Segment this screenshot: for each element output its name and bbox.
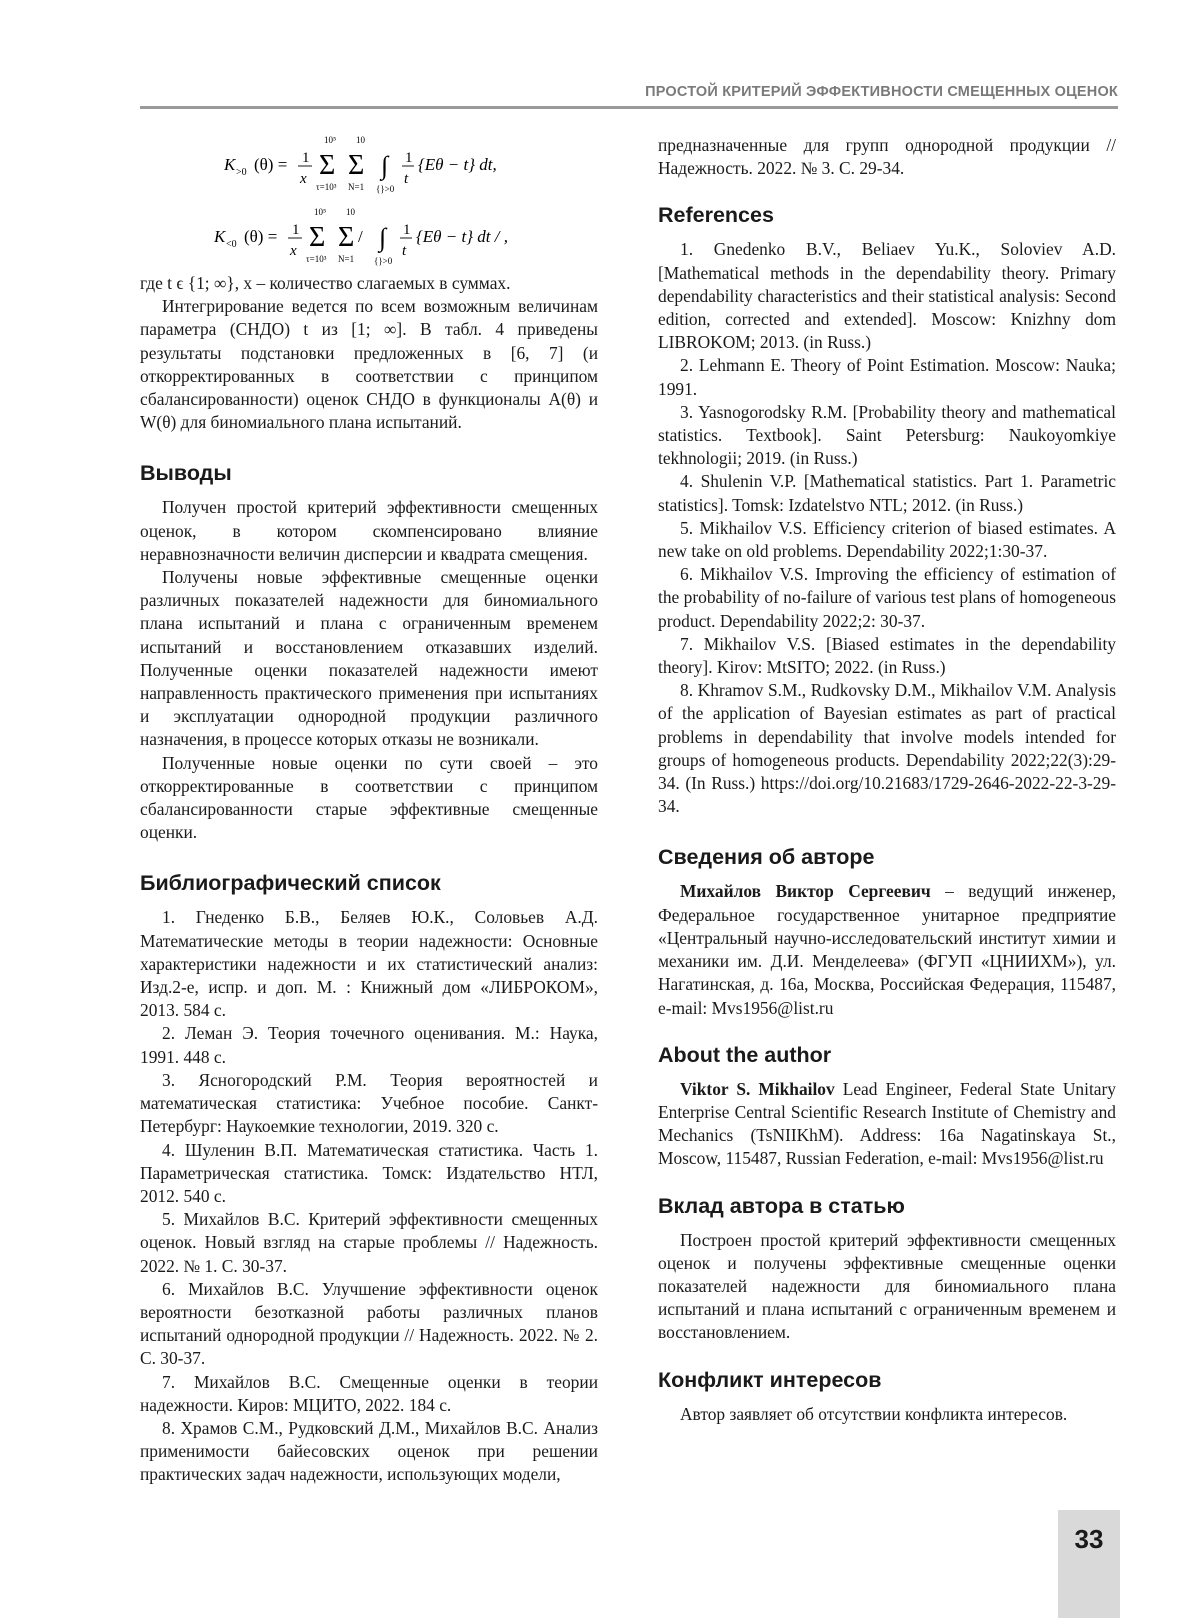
- f1-lhs-sub: >0: [236, 167, 247, 178]
- conflict-paragraph: Автор заявляет об отсутствии конфликта интересов.: [658, 1403, 1116, 1426]
- reference-item: 5. Mikhailov V.S. Efficiency criterion of biased estimates. A new take on old problems. Dependability 2022;1:30-37.: [658, 517, 1116, 563]
- bibliography-item: 3. Ясногородский Р.М. Теория вероятностей и математическая статистика: Учебное пособие. Санкт-Петербург: Наукоемкие технологии, 2019. 320 с.: [140, 1069, 598, 1139]
- reference-item: 4. Shulenin V.P. [Mathematical statistics. Part 1. Parametric statistics]. Tomsk: Izdatelstvo NTL; 2012. (in Russ.): [658, 470, 1116, 516]
- f1-sum2-bot: N=1: [348, 182, 364, 192]
- conclusion-paragraph: Полученные новые оценки по сути своей – это откорректированные в соответствии с принципом сбалансированности старые эффективные смещенные оценки.: [140, 752, 598, 845]
- reference-item: 1. Gnedenko B.V., Beliaev Yu.K., Soloviev A.D. [Mathematical methods in the dependability theory. Primary dependability characteristics and their statistical analysis: Second edition, corrected and extended]. Moscow: Knizhny dom LIBROKOM; 2013. (in Russ.): [658, 238, 1116, 354]
- f2-lhs-sub: <0: [226, 239, 237, 250]
- formula-k-positive: [224, 128, 598, 200]
- contribution-section: [658, 1193, 1116, 1345]
- f2-lhs: K: [214, 227, 227, 246]
- reference-item: 3. Yasnogorodsky R.M. [Probability theory and mathematical statistics. Textbook]. Saint Petersburg: Naukoyomkiye tekhnologii; 2019. (in Russ.): [658, 401, 1116, 471]
- f2-frac-num: 1: [292, 222, 300, 238]
- f1-frac2-num: 1: [405, 150, 413, 166]
- page-number-tab: [1058, 1510, 1120, 1618]
- f2-sum1-top: 10⁵: [314, 207, 326, 217]
- reference-item: 7. Mikhailov V.S. [Biased estimates in the dependability theory]. Kirov: MtSITO; 2022. (in Russ.): [658, 633, 1116, 679]
- f1-frac2-den: t: [404, 171, 409, 187]
- f1-sum2-sign: Σ: [348, 150, 364, 181]
- bibliography-item: 6. Михайлов В.С. Улучшение эффективности оценок вероятности безотказной работы различных планов испытаний однородной продукции // Надежность. 2022. № 2. С. 30-37.: [140, 1278, 598, 1371]
- reference-item: 8. Khramov S.M., Rudkovsky D.M., Mikhailov V.M. Analysis of the application of Bayesian estimates as part of practical problems in dependability that involve models intended for groups of homogeneous products. Dependability 2022;22(3):29-34. (In Russ.) https://doi.org/10.21683/1729-2646-2022-22-3-29-34.: [658, 679, 1116, 818]
- right-column: [658, 134, 1116, 1426]
- header-rule: [140, 106, 1118, 109]
- author-en-section: [658, 1042, 1116, 1171]
- f1-int-bot: {}>0: [376, 184, 395, 194]
- author-ru-section: [658, 844, 1116, 1019]
- f2-frac-den: x: [289, 243, 297, 259]
- f2-sum2-top: 10: [346, 207, 356, 217]
- bibliography-item: 5. Михайлов В.С. Критерий эффективности смещенных оценок. Новый взгляд на старые проблемы // Надежность. 2022. № 1. С. 30-37.: [140, 1208, 598, 1278]
- author-en-heading: About the author: [658, 1042, 1116, 1068]
- integration-paragraph: Интегрирование ведется по всем возможным величинам параметра (СНДО) t из [1; ∞]. В табл. 4 приведены результаты подстановки предложенных в [6, 7] (и откорректированных в соответствии с принципом сбалансированности) оценок СНДО в функционалы A(θ) и W(θ) для биномиального плана испытаний.: [140, 295, 598, 434]
- f1-sum1-top: 10⁵: [324, 135, 336, 145]
- bibliography-item: 8. Храмов С.М., Рудковский Д.М., Михайлов В.С. Анализ применимости байесовских оценок при решении практических задач надежности, использующих модели,: [140, 1417, 598, 1487]
- bibliography-item: 1. Гнеденко Б.В., Беляев Ю.К., Соловьев А.Д. Математические методы в теории надежности: Основные характеристики надежности и их статистический анализ: Изд.2-е, испр. и доп. М. : Книжный дом «ЛИБРОКОМ», 2013. 584 с.: [140, 906, 598, 1022]
- author-en-paragraph: [658, 1078, 1116, 1171]
- f2-sum2-bot: N=1: [338, 254, 354, 264]
- bibliography-heading: Библиографический список: [140, 870, 598, 896]
- left-column: [140, 128, 598, 1487]
- f2-integral-sign: ∫: [377, 223, 388, 253]
- author-en-name: Viktor S. Mikhailov: [680, 1079, 835, 1099]
- author-ru-name: Михайлов Виктор Сергеевич: [680, 881, 931, 901]
- f2-sum2-sign: Σ: [338, 222, 354, 253]
- f1-sum1-sign: Σ: [319, 150, 335, 181]
- formula-k-negative: [214, 200, 598, 272]
- running-title: ПРОСТОЙ КРИТЕРИЙ ЭФФЕКТИВНОСТИ СМЕЩЕННЫХ ОЦЕНОК: [140, 84, 1118, 100]
- f1-lhs: K: [224, 155, 237, 174]
- contribution-paragraph: Построен простой критерий эффективности смещенных оценок и получены эффективные смещенные оценки показателей надежности для биномиального плана испытаний и плана испытаний с ограниченным временем и восстановлением.: [658, 1229, 1116, 1345]
- conclusion-paragraph: Получен простой критерий эффективности смещенных оценок, в котором скомпенсировано влияние неравнозначности величин дисперсии и квадрата смещения.: [140, 496, 598, 566]
- f2-int-bot: {}>0: [374, 256, 393, 266]
- f1-sum2-top: 10: [356, 135, 366, 145]
- f2-frac2-num: 1: [403, 222, 411, 238]
- contribution-heading: Вклад автора в статью: [658, 1193, 1116, 1219]
- author-en-text: Lead Engineer, Federal State Unitary Enterprise Central Scientific Research Institute of Chemistry and Mechanics (TsNIIKhM). Address: 16a Nagatinskaya St., Moscow, 115487, Russian Federation, e-mail: Mvs1956@list.ru: [658, 1079, 1116, 1169]
- f2-slash: /: [358, 227, 363, 246]
- bibliography-item: 2. Леман Э. Теория точечного оценивания. М.: Наука, 1991. 448 с.: [140, 1022, 598, 1068]
- f1-frac-den: x: [299, 171, 307, 187]
- f1-sum1-bot: τ=10³: [316, 182, 337, 192]
- references-section: [658, 202, 1116, 818]
- f2-sum1-sign: Σ: [309, 222, 325, 253]
- f1-frac-num: 1: [302, 150, 310, 166]
- f1-body: {Eθ − t} dt,: [418, 155, 497, 174]
- f2-arg: (θ) =: [244, 227, 277, 246]
- conclusions-heading: Выводы: [140, 460, 598, 486]
- references-heading: References: [658, 202, 1116, 228]
- bibliography-item: 7. Михайлов В.С. Смещенные оценки в теории надежности. Киров: МЦИТО, 2022. 184 с.: [140, 1371, 598, 1417]
- reference-item: 2. Lehmann E. Theory of Point Estimation. Moscow: Nauka; 1991.: [658, 354, 1116, 400]
- f1-integral-sign: ∫: [379, 151, 390, 181]
- where-line: где t ϵ {1; ∞}, x – количество слагаемых в суммах.: [140, 272, 598, 295]
- author-ru-paragraph: [658, 880, 1116, 1019]
- reference-continuation: предназначенные для групп однородной продукции // Надежность. 2022. № 3. С. 29-34.: [658, 134, 1116, 180]
- reference-item: 6. Mikhailov V.S. Improving the efficiency of estimation of the probability of no-failure of various test plans of homogeneous product. Dependability 2022;2: 30-37.: [658, 563, 1116, 633]
- f2-body: {Eθ − t} dt / ,: [416, 227, 508, 246]
- f2-frac2-den: t: [402, 243, 407, 259]
- bibliography-section: [140, 870, 598, 1486]
- conclusion-paragraph: Получены новые эффективные смещенные оценки различных показателей надежности для биномиального плана испытаний и плана с ограниченным временем испытаний и восстановлением отказавших изделий. Полученные оценки показателей надежности имеют направленность практического применения при испытаниях и эксплуатации однородной продукции различного назначения, в процессе которых отказы не возникали.: [140, 566, 598, 752]
- page-number: 33: [1058, 1524, 1120, 1555]
- author-ru-heading: Сведения об авторе: [658, 844, 1116, 870]
- conclusions-section: [140, 460, 598, 844]
- conflict-section: [658, 1367, 1116, 1426]
- f1-arg: (θ) =: [254, 155, 287, 174]
- conflict-heading: Конфликт интересов: [658, 1367, 1116, 1393]
- author-ru-text: – ведущий инженер, Федеральное государственное унитарное предприятие «Центральный научно-исследовательский институт химии и механики им. Д.И. Менделеева» (ФГУП «ЦНИИХМ»), ул. Нагатинская, д. 16а, Москва, Российская Федерация, 115487, e-mail: Mvs1956@list.ru: [658, 881, 1116, 1017]
- bibliography-item: 4. Шуленин В.П. Математическая статистика. Часть 1. Параметрическая статистика. Томск: Издательство НТЛ, 2012. 540 с.: [140, 1139, 598, 1209]
- f2-sum1-bot: τ=10³: [306, 254, 327, 264]
